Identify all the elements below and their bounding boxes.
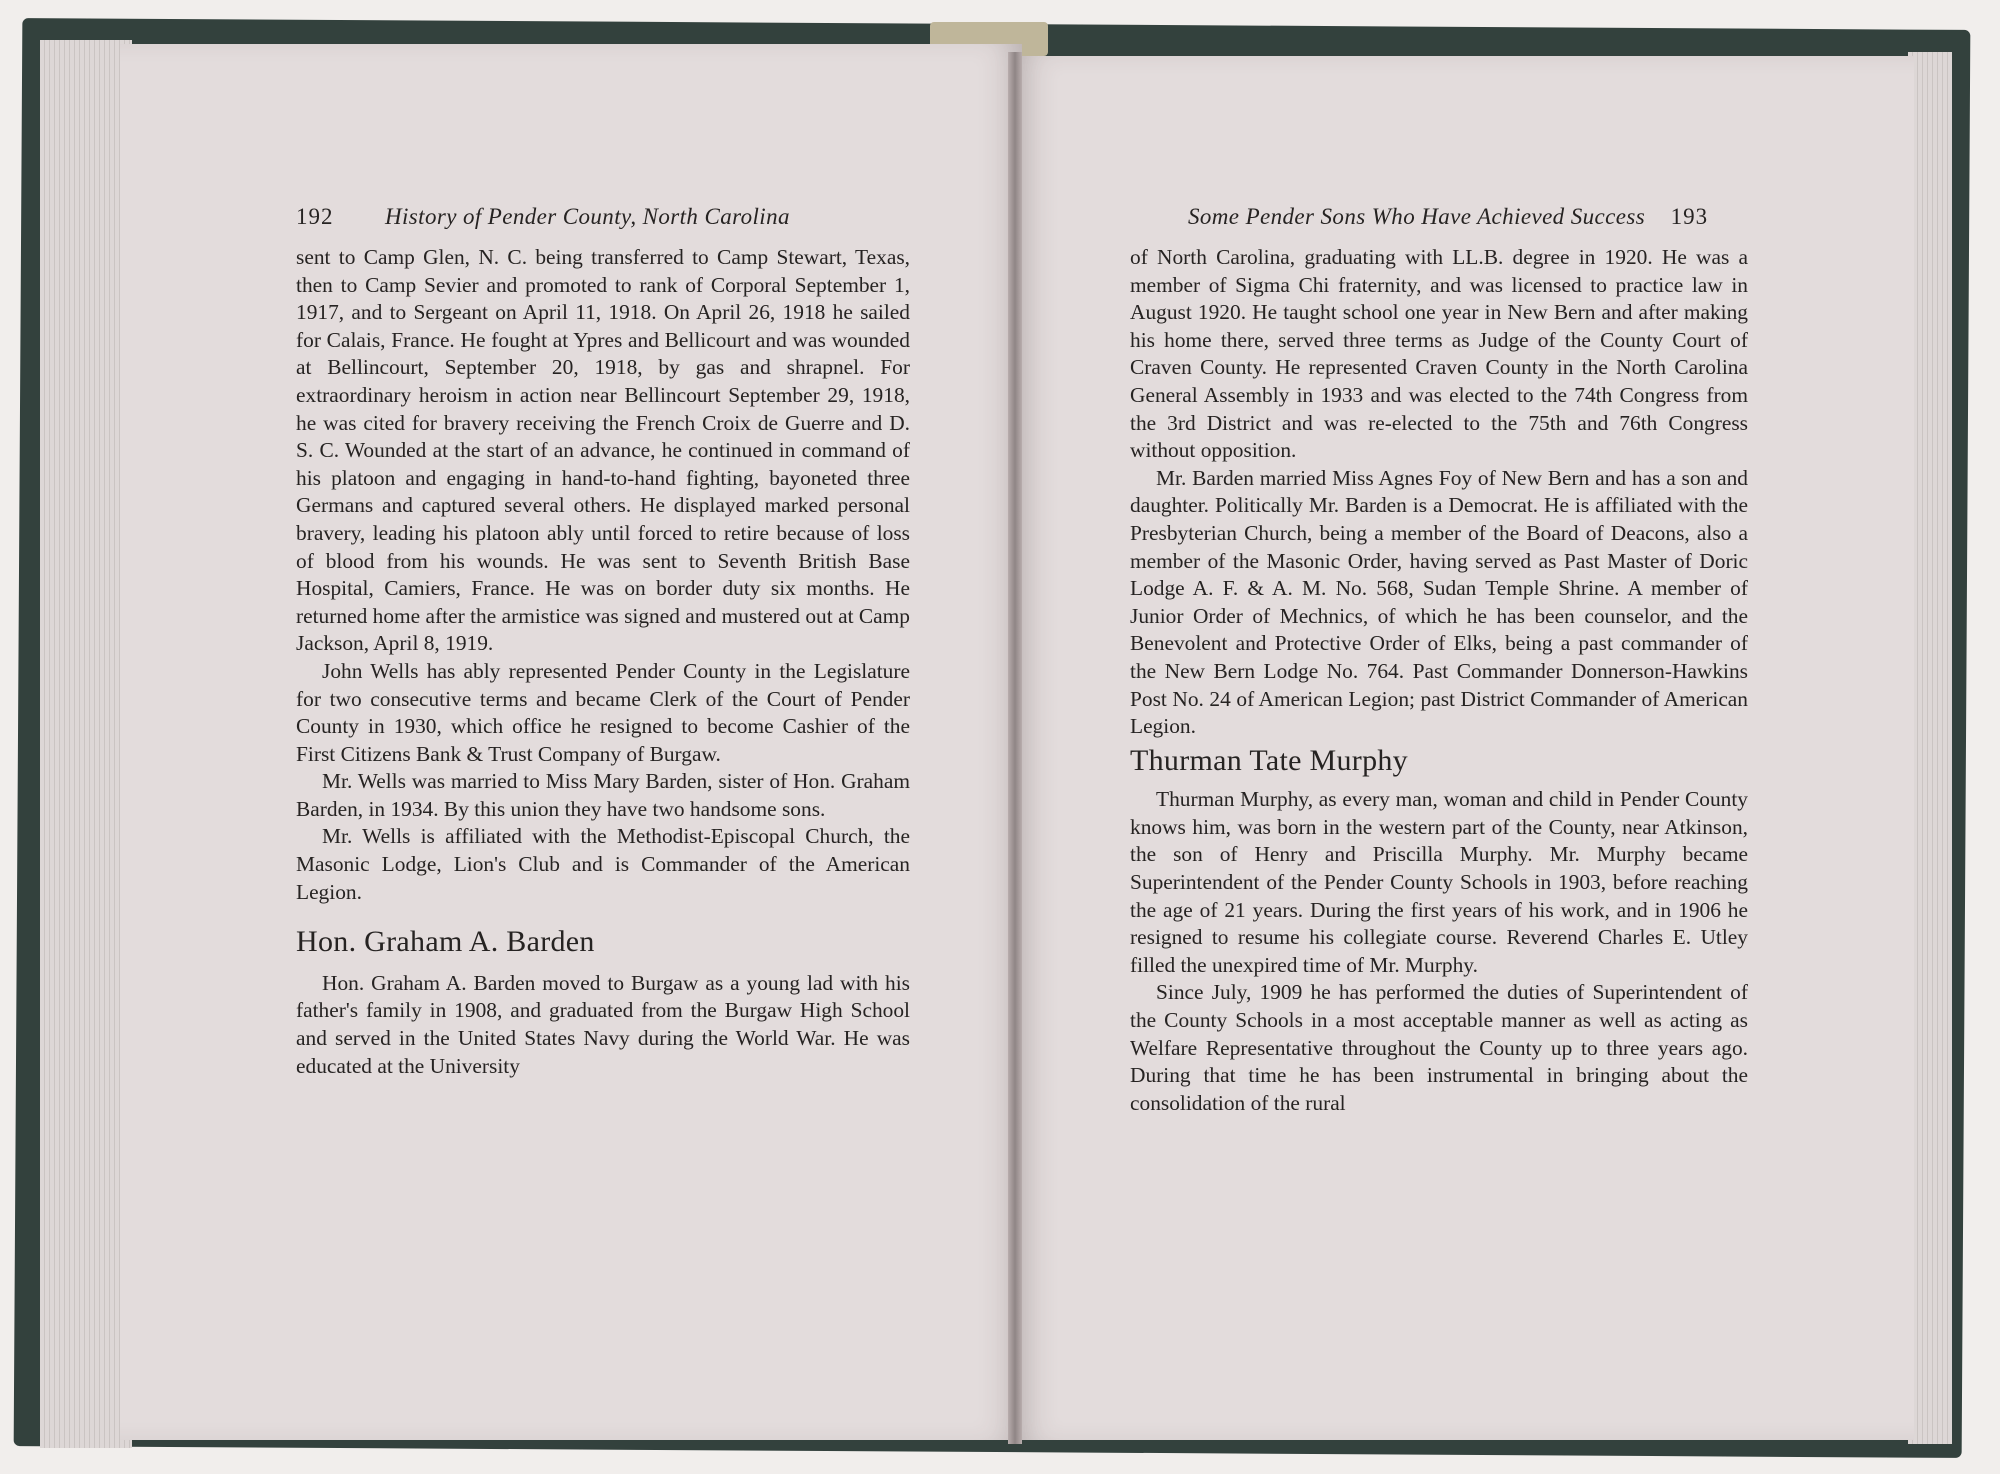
paragraph: of North Carolina, graduating with LL.B. degree in 1920. He was a member of Sigma Chi fraternity, and was licensed to practice law in August 1920. He taught school one year in New Bern and after making his home there, served three terms as Judge of the County Court of Craven County. He represented Craven County in the North Carolina General Assembly in 1933 and was elected to the 74th Congress from the 3rd District and was re-elected to the 75th and 76th Congress without opposition. (1130, 245, 1748, 463)
paragraph: Thurman Murphy, as every man, woman and child in Pender County knows him, was born in the western part of the County, near Atkinson, the son of Henry and Priscilla Murphy. Mr. Murphy became Superintendent of the Pender County Schools in 1903, before reaching the age of 21 years. During the first years of his work, and in 1906 he resigned to resume his collegiate course. Reverend Charles E. Utley filled the unexpired time of Mr. Murphy. (1130, 787, 1748, 977)
paragraph: Mr. Barden married Miss Agnes Foy of New Bern and has a son and daughter. Politically Mr. Barden is a Democrat. He is affiliated with the Presbyterian Church, being a member of the Board of Deacons, also a member of the Masonic Order, having served as Past Master of Doric Lodge A. F. & A. M. No. 568, Sudan Temple Shrine. A member of Junior Order of Mechnics, of which he has been counselor, and the Benevolent and Protective Order of Elks, being a past commander of the New Bern Lodge No. 764. Past Commander Donnerson-Hawkins Post No. 24 of American Legion; past District Commander of American Legion. (1130, 465, 1748, 739)
right-page-text (1130, 244, 1748, 1117)
paragraph: Mr. Wells is affiliated with the Methodist-Episcopal Church, the Masonic Lodge, Lion's Club and is Commander of the American Legion. (296, 824, 910, 904)
right-page-number: 193 (1670, 204, 1709, 229)
paragraph: John Wells has ably represented Pender County in the Legislature for two consecutive terms and became Clerk of the Court of Pender County in 1930, which office he resigned to become Cashier of the First Citizens Bank & Trust Company of Burgaw. (296, 658, 910, 766)
left-page-text (296, 244, 910, 1080)
left-page-edges (40, 40, 132, 1448)
paragraph: Since July, 1909 he has performed the duties of Superintendent of the County Schools in a most acceptable manner as well as acting as Welfare Representative throughout the County up to three years ago. During that time he has been instrumental in bringing about the consolidation of the rural (1130, 980, 1748, 1115)
right-running-title: Some Pender Sons Who Have Achieved Success (1188, 204, 1646, 229)
right-page-edges (1908, 52, 1952, 1444)
paragraph: Hon. Graham A. Barden moved to Burgaw as a young lad with his father's family in 1908, and graduated from the Burgaw High School and served in the United States Navy during the World War. He was educated at the University (296, 970, 910, 1078)
paragraph: sent to Camp Glen, N. C. being transferred to Camp Stewart, Texas, then to Camp Sevier and promoted to rank of Corporal September 1, 1917, and to Sergeant on April 11, 1918. On April 26, 1918 he sailed for Calais, France. He fought at Ypres and Bellicourt and was wounded at Bellincourt, September 20, 1918, by gas and shrapnel. For extraordinary heroism in action near Bellincourt September 29, 1918, he was cited for bravery receiving the French Croix de Guerre and D. S. C. Wounded at the start of an advance, he continued in command of his platoon and engaging in hand-to-hand fighting, bayoneted three Germans and captured several others. He displayed marked personal bravery, leading his platoon ably until forced to retire because of loss of blood from his wounds. He was sent to Seventh British Base Hospital, Camiers, France. He was on border duty six months. He returned home after the armistice was signed and mustered out at Camp Jackson, April 8, 1919. (296, 245, 910, 656)
section-heading-murphy: Thurman Tate Murphy (1130, 743, 1408, 777)
right-page-header (1188, 204, 1708, 230)
left-page-header (296, 204, 790, 230)
left-running-title: History of Pender County, North Carolina (385, 204, 790, 229)
book-gutter (1008, 52, 1022, 1444)
section-heading-barden: Hon. Graham A. Barden (296, 925, 595, 959)
left-page-number: 192 (296, 204, 334, 229)
paragraph: Mr. Wells was married to Miss Mary Barden, sister of Hon. Graham Barden, in 1934. By this union they have two handsome sons. (296, 769, 910, 821)
